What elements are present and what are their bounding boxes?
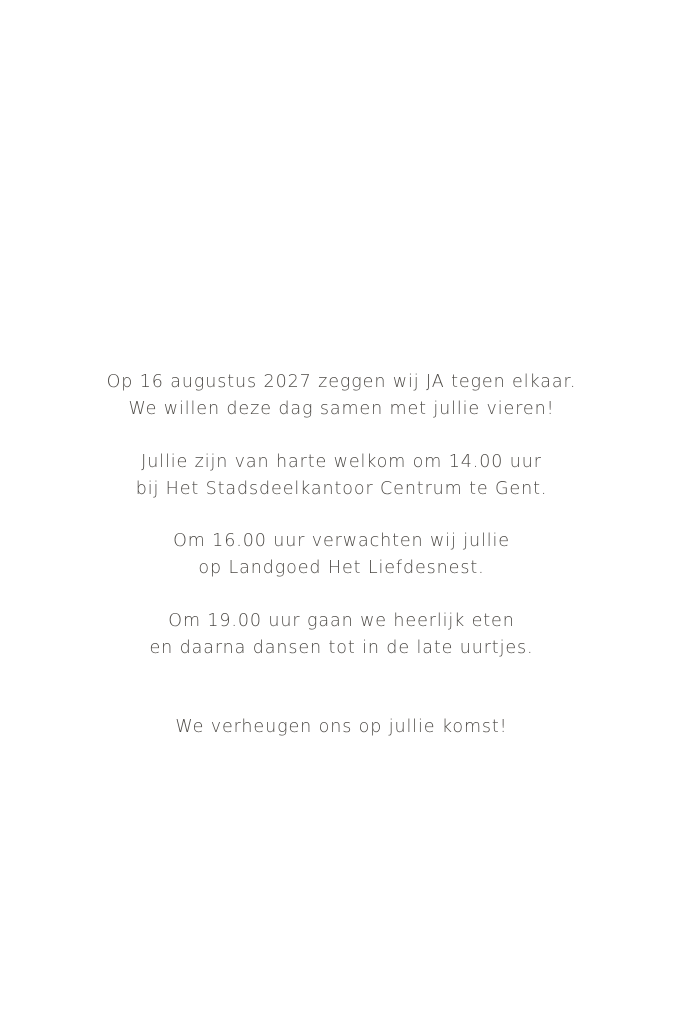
- wedding-date-line: Op 16 augustus 2027 zeggen wij JA tegen elkaar.: [106, 372, 577, 392]
- closing-line: We verheugen ons op jullie komst!: [175, 717, 508, 737]
- celebrate-line: We willen deze dag samen met jullie vieren!: [128, 398, 555, 419]
- dinner-paragraph: [0, 608, 683, 661]
- dance-line: en daarna dansen tot in de late uurtjes.: [149, 637, 534, 658]
- ceremony-paragraph: [0, 449, 683, 502]
- closing-paragraph: [0, 714, 683, 741]
- reception-time-line: Om 16.00 uur verwachten wij jullie: [173, 531, 510, 551]
- dinner-time-line: Om 19.00 uur gaan we heerlijk eten: [168, 611, 515, 631]
- wedding-date-paragraph: [0, 369, 683, 422]
- reception-paragraph: [0, 528, 683, 581]
- ceremony-time-line: Jullie zijn van harte welkom om 14.00 uur: [141, 452, 542, 472]
- reception-location-line: op Landgoed Het Liefdesnest.: [198, 557, 485, 578]
- ceremony-location-line: bij Het Stadsdeelkantoor Centrum te Gent.: [135, 478, 548, 499]
